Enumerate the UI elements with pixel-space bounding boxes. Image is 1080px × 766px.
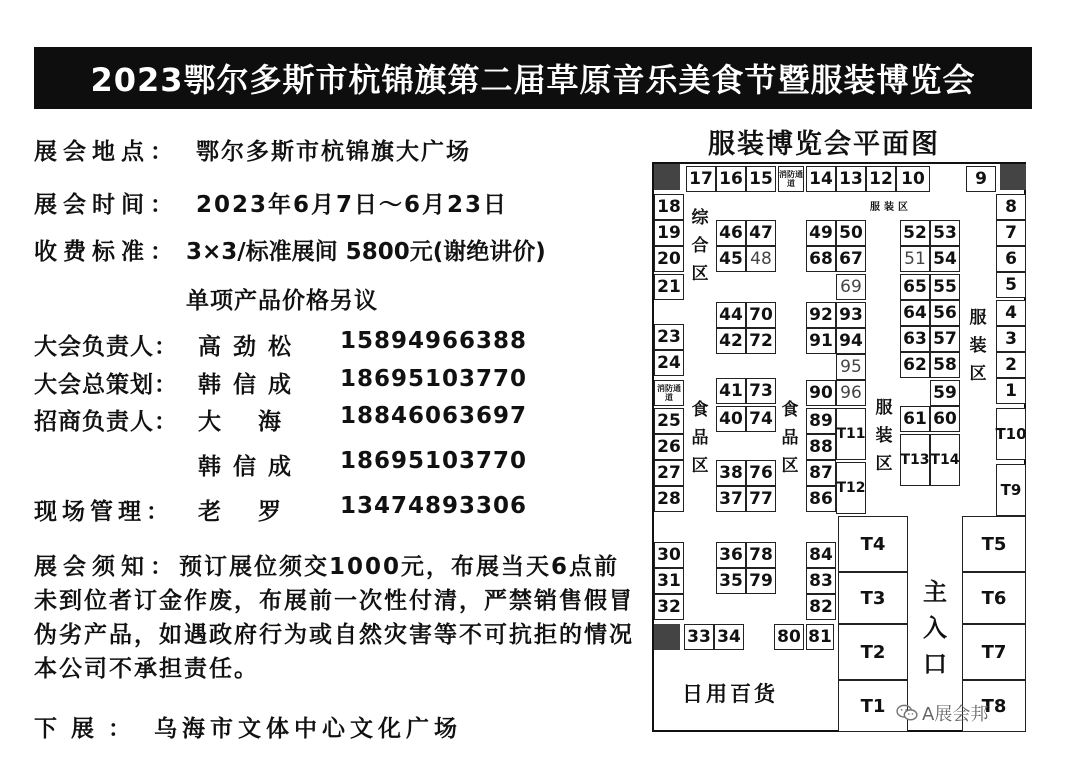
booth: 78 xyxy=(746,542,776,568)
main-entrance: 主入口 xyxy=(923,578,947,678)
booth: 20 xyxy=(654,246,684,272)
contact-name: 韩 信 成 xyxy=(198,454,294,480)
booth: 49 xyxy=(806,220,836,246)
booth: 34 xyxy=(714,624,744,650)
booth: 96 xyxy=(836,380,866,406)
booth: 93 xyxy=(836,302,866,328)
booth: T1 xyxy=(838,680,908,732)
plan-title: 服装博览会平面图 xyxy=(708,129,940,160)
time-label: 展会时间： xyxy=(34,192,179,218)
contact-role: 大会总策划： xyxy=(34,372,178,398)
contact-phone: 15894966388 xyxy=(340,328,528,354)
booth: 38 xyxy=(716,460,746,486)
booth: 31 xyxy=(654,568,684,594)
next-show-value: 乌海市文体中心文化广场 xyxy=(154,716,462,742)
wechat-icon xyxy=(896,704,918,722)
booth: 84 xyxy=(806,542,836,568)
booth: 14 xyxy=(806,166,836,192)
zone-clothing-top: 服装区 xyxy=(870,202,912,213)
watermark-text: A展会邦 xyxy=(922,704,989,725)
booth: 56 xyxy=(930,300,960,326)
corner-block xyxy=(654,164,680,190)
booth: 10 xyxy=(896,166,930,192)
booth: 52 xyxy=(900,220,930,246)
booth: 46 xyxy=(716,220,746,246)
booth: 24 xyxy=(654,350,684,376)
booth: 47 xyxy=(746,220,776,246)
booth: 54 xyxy=(930,246,960,272)
booth: 70 xyxy=(746,302,776,328)
fee-value: 3×3/标准展间 5800元(谢绝讲价) xyxy=(186,239,546,265)
booth: 72 xyxy=(746,328,776,354)
booth: 28 xyxy=(654,486,684,512)
contact-phone: 18695103770 xyxy=(340,448,528,474)
booth: 18 xyxy=(654,194,684,220)
booth: 80 xyxy=(774,624,804,650)
booth: 73 xyxy=(746,378,776,404)
booth: 33 xyxy=(684,624,714,650)
fire-passage-top: 消防通道 xyxy=(778,166,804,192)
corner-block xyxy=(1000,164,1026,190)
booth: 67 xyxy=(836,246,866,272)
booth: T7 xyxy=(962,624,1026,680)
booth: 87 xyxy=(806,460,836,486)
booth: T11 xyxy=(836,408,866,460)
contact-name: 老 罗 xyxy=(198,499,284,525)
contact-name: 大 海 xyxy=(198,409,284,435)
contact-role: 招商负责人： xyxy=(34,409,178,435)
zone-food-mid: 食品区 xyxy=(781,400,799,476)
booth: 21 xyxy=(654,274,684,300)
booth: T3 xyxy=(838,572,908,624)
zone-clothing-mid: 服装区 xyxy=(875,398,893,474)
booth: 62 xyxy=(900,352,930,378)
booth: 79 xyxy=(746,568,776,594)
contact-phone: 13474893306 xyxy=(340,493,528,519)
booth: 57 xyxy=(930,326,960,352)
booth: 60 xyxy=(930,406,960,432)
fee-label: 收费标准： xyxy=(34,239,179,265)
contact-role: 现场管理： xyxy=(34,499,174,525)
booth: 65 xyxy=(900,274,930,300)
booth: 25 xyxy=(654,408,684,434)
fire-passage-left: 消防通道 xyxy=(654,380,684,406)
booth: 77 xyxy=(746,486,776,512)
booth: 45 xyxy=(716,246,746,272)
booth: T13 xyxy=(900,434,930,486)
booth: 92 xyxy=(806,302,836,328)
booth: 12 xyxy=(866,166,896,192)
location-label: 展会地点： xyxy=(34,139,179,165)
booth: 4 xyxy=(996,300,1026,326)
booth: 69 xyxy=(836,274,866,300)
booth: 15 xyxy=(746,166,776,192)
booth: 74 xyxy=(746,406,776,432)
page-banner xyxy=(34,47,1032,109)
booth: 36 xyxy=(716,542,746,568)
contact-role: 大会负责人： xyxy=(34,334,178,360)
booth: 5 xyxy=(996,272,1026,298)
booth: 13 xyxy=(836,166,866,192)
zone-clothing-right: 服装区 xyxy=(969,308,987,384)
booth: 53 xyxy=(930,220,960,246)
booth: 86 xyxy=(806,486,836,512)
time-value: 2023年6月7日～6月23日 xyxy=(196,192,509,218)
booth: 90 xyxy=(806,380,836,406)
booth: T9 xyxy=(996,464,1026,516)
booth: 55 xyxy=(930,274,960,300)
booth: 17 xyxy=(686,166,716,192)
floor-plan xyxy=(652,162,1026,732)
booth: 40 xyxy=(716,406,746,432)
booth: 19 xyxy=(654,220,684,246)
zone-food-left: 食品区 xyxy=(691,400,709,476)
booth: T14 xyxy=(930,434,960,486)
booth: 51 xyxy=(900,246,930,272)
booth: 48 xyxy=(746,246,776,272)
booth: 6 xyxy=(996,246,1026,272)
booth: 2 xyxy=(996,352,1026,378)
watermark xyxy=(896,700,988,726)
booth: 61 xyxy=(900,406,930,432)
booth: 95 xyxy=(836,354,866,380)
booth: 83 xyxy=(806,568,836,594)
booth: 94 xyxy=(836,328,866,354)
booth: T12 xyxy=(836,462,866,514)
booth: T6 xyxy=(962,572,1026,624)
contact-phone: 18695103770 xyxy=(340,366,528,392)
booth: T2 xyxy=(838,624,908,680)
next-show-label: 下展： xyxy=(34,716,145,742)
daily-goods-zone: 日用百货 xyxy=(682,682,778,706)
booth: 32 xyxy=(654,594,684,620)
booth: 16 xyxy=(716,166,746,192)
booth: 64 xyxy=(900,300,930,326)
notice-label: 展会须知： xyxy=(34,554,179,580)
booth: 37 xyxy=(716,486,746,512)
location-value: 鄂尔多斯市杭锦旗大广场 xyxy=(196,139,471,165)
booth: 89 xyxy=(806,408,836,434)
booth: 8 xyxy=(996,194,1026,220)
booth: T10 xyxy=(996,408,1026,460)
booth: 81 xyxy=(806,624,834,650)
booth: 30 xyxy=(654,542,684,568)
booth: 23 xyxy=(654,324,684,350)
booth: 68 xyxy=(806,246,836,272)
booth: 41 xyxy=(716,378,746,404)
fee-note: 单项产品价格另议 xyxy=(186,288,378,314)
contact-name: 高 劲 松 xyxy=(198,334,294,360)
booth: 7 xyxy=(996,220,1026,246)
zone-composite: 综合区 xyxy=(691,208,709,284)
booth: 63 xyxy=(900,326,930,352)
booth: 9 xyxy=(966,166,996,192)
fee-note-row xyxy=(186,282,378,315)
booth: 50 xyxy=(836,220,866,246)
booth: 42 xyxy=(716,328,746,354)
booth: 76 xyxy=(746,460,776,486)
booth: T4 xyxy=(838,516,908,572)
booth: 91 xyxy=(806,328,836,354)
booth: 88 xyxy=(806,434,836,460)
booth: 44 xyxy=(716,302,746,328)
booth: T8 xyxy=(962,680,1026,732)
booth: 3 xyxy=(996,326,1026,352)
booth: 58 xyxy=(930,352,960,378)
booth: 35 xyxy=(716,568,746,594)
contact-name: 韩 信 成 xyxy=(198,372,294,398)
notice-block xyxy=(34,550,634,686)
notice-text: 预订展位须交1000元，布展当天6点前未到位者订金作废，布展前一次性付清，严禁销售假冒伪劣产品，如遇政府行为或自然灾害等不可抗拒的情况本公司不承担责任。 xyxy=(34,554,634,682)
booth: 27 xyxy=(654,460,684,486)
corner-block xyxy=(654,624,680,650)
booth: 26 xyxy=(654,434,684,460)
booth: 82 xyxy=(806,594,836,620)
booth: 59 xyxy=(930,380,960,406)
banner-title: 2023鄂尔多斯市杭锦旗第二届草原音乐美食节暨服装博览会 xyxy=(90,61,976,99)
contact-phone: 18846063697 xyxy=(340,403,528,429)
booth: 1 xyxy=(996,378,1026,404)
booth: T5 xyxy=(962,516,1026,572)
